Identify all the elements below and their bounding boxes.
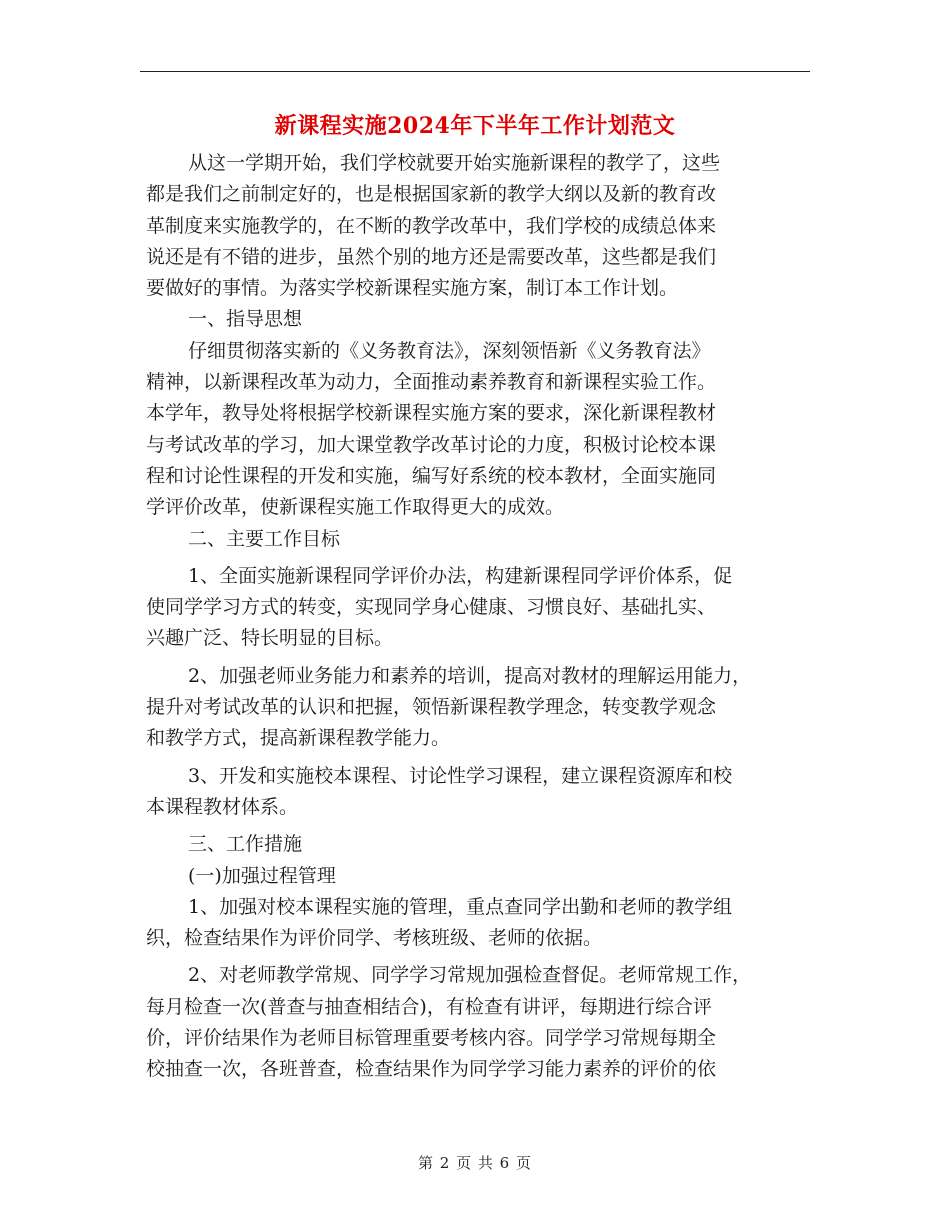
body-line: 和教学方式，提高新课程教学能力。: [146, 727, 451, 750]
body-line: 与考试改革的学习，加大课堂教学改革讨论的力度，积极讨论校本课: [146, 433, 717, 456]
section-heading: 三、工作措施: [188, 833, 303, 856]
header-rule: [140, 71, 810, 72]
body-line: 提升对考试改革的认识和把握，领悟新课程教学理念，转变教学观念: [146, 696, 717, 719]
body-line: 1、加强对校本课程实施的管理，重点查同学出勤和老师的教学组: [188, 895, 733, 918]
document-title: 新课程实施2024年下半年工作计划范文: [274, 113, 676, 139]
document-body: [146, 148, 812, 1086]
body-line: 革制度来实施教学的，在不断的教学改革中，我们学校的成绩总体来: [146, 214, 717, 237]
body-line: 学评价改革，使新课程实施工作取得更大的成效。: [146, 496, 565, 519]
body-line: 说还是有不错的进步，虽然个别的地方还是需要改革，这些都是我们: [146, 245, 717, 268]
body-line: 2、对老师教学常规、同学学习常规加强检查督促。老师常规工作，: [188, 964, 752, 987]
body-line: 从这一学期开始，我们学校就要开始实施新课程的教学了，这些: [188, 152, 721, 174]
body-line: 2、加强老师业务能力和素养的培训，提高对教材的理解运用能力，: [188, 664, 752, 687]
body-line: 每月检查一次(普查与抽查相结合)，有检查有讲评，每期进行综合评: [146, 995, 712, 1018]
body-line: 都是我们之前制定好的，也是根据国家新的教学大纲以及新的教育改: [146, 183, 717, 206]
body-line: 1、全面实施新课程同学评价办法，构建新课程同学评价体系，促: [188, 564, 733, 587]
body-line: 精神，以新课程改革为动力，全面推动素养教育和新课程实验工作。: [146, 371, 717, 394]
body-line: 织，检查结果作为评价同学、考核班级、老师的依据。: [146, 927, 603, 950]
body-line: 使同学学习方式的转变，实现同学身心健康、习惯良好、基础扎实、: [146, 596, 717, 619]
page-number: 第 2 页 共 6 页: [418, 1154, 532, 1172]
body-line: 本学年，教导处将根据学校新课程实施方案的要求，深化新课程教材: [146, 402, 717, 425]
section-heading: 二、主要工作目标: [188, 527, 341, 550]
body-line: 价，评价结果作为老师目标管理重要考核内容。同学学习常规每期全: [146, 1027, 717, 1050]
body-line: 程和讨论性课程的开发和实施，编写好系统的校本教材，全面实施同: [146, 464, 717, 487]
subsection-heading: (一)加强过程管理: [188, 864, 336, 887]
body-line: 本课程教材体系。: [146, 795, 299, 818]
section-heading: 一、指导思想: [188, 308, 303, 331]
body-line: 仔细贯彻落实新的《义务教育法》，深刻领悟新《义务教育法》: [188, 339, 711, 362]
body-line: 兴趣广泛、特长明显的目标。: [146, 627, 394, 650]
body-line: 3、开发和实施校本课程、讨论性学习课程，建立课程资源库和校: [188, 764, 733, 787]
body-line: 校抽查一次，各班普查，检查结果作为同学学习能力素养的评价的依: [146, 1058, 717, 1081]
body-line: 要做好的事情。为落实学校新课程实施方案，制订本工作计划。: [146, 277, 679, 300]
